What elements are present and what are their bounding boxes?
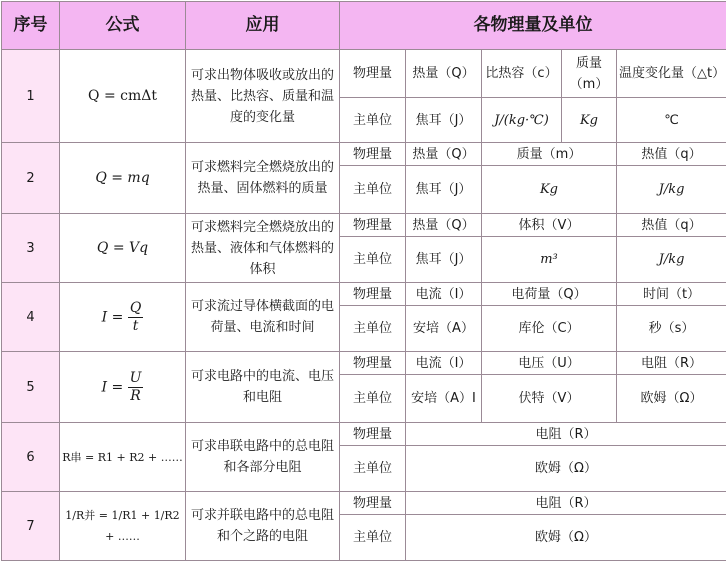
unit-cell: J/kg [617, 237, 726, 283]
unit-label: 主单位 [340, 375, 406, 423]
row-number: 5 [2, 352, 60, 423]
application-text: 可求燃料完全燃烧放出的热量、固体燃料的质量 [186, 143, 340, 214]
quantity-label: 物理量 [340, 143, 406, 166]
quantity-cell: 质量（m） [562, 50, 617, 98]
quantity-cell: 电荷量（Q） [482, 283, 617, 306]
table-row [2, 352, 726, 375]
table-row [2, 492, 726, 515]
unit-cell: Kg [562, 98, 617, 143]
application-text: 可求电路中的电流、电压和电阻 [186, 352, 340, 423]
table-row [2, 50, 726, 98]
quantity-cell: 电阻（R） [406, 423, 726, 446]
unit-cell: 欧姆（Ω） [406, 446, 726, 492]
quantity-label: 物理量 [340, 283, 406, 306]
quantity-cell: 热量（Q） [406, 143, 482, 166]
header-num: 序号 [2, 2, 60, 50]
fraction [128, 300, 143, 335]
application-text: 可求出物体吸收或放出的热量、比热容、质量和温度的变化量 [186, 50, 340, 143]
unit-cell: 安培（A）I [406, 375, 482, 423]
unit-cell: 库伦（C） [482, 306, 617, 352]
unit-cell: 欧姆（Ω） [406, 515, 726, 561]
quantity-label: 物理量 [340, 50, 406, 98]
formula-lhs: I = [102, 309, 124, 325]
formula-fuel-volume: Q = Vq [60, 214, 186, 283]
application-text: 可求流过导体横截面的电荷量、电流和时间 [186, 283, 340, 352]
quantity-cell: 电压（U） [482, 352, 617, 375]
unit-label: 主单位 [340, 166, 406, 214]
row-number: 2 [2, 143, 60, 214]
unit-cell: 焦耳（J） [406, 237, 482, 283]
unit-label: 主单位 [340, 98, 406, 143]
fraction [128, 370, 144, 405]
quantity-cell: 体积（V） [482, 214, 617, 237]
table-row [2, 283, 726, 306]
table-row [2, 214, 726, 237]
header-quantities: 各物理量及单位 [340, 2, 726, 50]
unit-cell: ℃ [617, 98, 726, 143]
unit-cell: 伏特（V） [482, 375, 617, 423]
formula-parallel-resistance: 1/R并 = 1/R1 + 1/R2 + …… [60, 492, 186, 561]
fraction-numerator: U [128, 370, 144, 388]
quantity-cell: 电流（I） [406, 352, 482, 375]
fraction-denominator: R [128, 388, 144, 405]
unit-cell: 安培（A） [406, 306, 482, 352]
formula-heat: Q = cmΔt [60, 50, 186, 143]
unit-label: 主单位 [340, 446, 406, 492]
row-number: 6 [2, 423, 60, 492]
physics-formula-table [1, 1, 726, 561]
unit-cell: 欧姆（Ω） [617, 375, 726, 423]
unit-label: 主单位 [340, 515, 406, 561]
quantity-cell: 热量（Q） [406, 50, 482, 98]
unit-cell: J/kg [617, 166, 726, 214]
unit-label: 主单位 [340, 237, 406, 283]
unit-cell: m³ [482, 237, 617, 283]
fraction-numerator: Q [128, 300, 143, 318]
header-formula: 公式 [60, 2, 186, 50]
application-text: 可求串联电路中的总电阻和各部分电阻 [186, 423, 340, 492]
quantity-cell: 热量（Q） [406, 214, 482, 237]
unit-cell: Kg [482, 166, 617, 214]
quantity-cell: 时间（t） [617, 283, 726, 306]
header-row [2, 2, 726, 50]
unit-cell: J/(kg·℃) [482, 98, 562, 143]
application-text: 可求燃料完全燃烧放出的热量、液体和气体燃料的体积 [186, 214, 340, 283]
quantity-cell: 电流（I） [406, 283, 482, 306]
quantity-cell: 温度变化量（△t） [617, 50, 726, 98]
quantity-cell: 质量（m） [482, 143, 617, 166]
application-text: 可求并联电路中的总电阻和个之路的电阻 [186, 492, 340, 561]
quantity-cell: 电阻（R） [406, 492, 726, 515]
row-number: 3 [2, 214, 60, 283]
formula-current-charge [60, 283, 186, 352]
unit-cell: 焦耳（J） [406, 166, 482, 214]
unit-cell: 秒（s） [617, 306, 726, 352]
unit-cell: 焦耳（J） [406, 98, 482, 143]
quantity-cell: 比热容（c） [482, 50, 562, 98]
quantity-label: 物理量 [340, 214, 406, 237]
row-number: 4 [2, 283, 60, 352]
quantity-label: 物理量 [340, 492, 406, 515]
row-number: 1 [2, 50, 60, 143]
formula-series-resistance: R串 = R1 + R2 + …… [60, 423, 186, 492]
table-row [2, 143, 726, 166]
fraction-denominator: t [128, 318, 143, 335]
unit-label: 主单位 [340, 306, 406, 352]
table-row [2, 423, 726, 446]
quantity-label: 物理量 [340, 352, 406, 375]
formula-ohms-law [60, 352, 186, 423]
quantity-label: 物理量 [340, 423, 406, 446]
formula-fuel-mass: Q = mq [60, 143, 186, 214]
formula-lhs: I = [102, 379, 124, 395]
row-number: 7 [2, 492, 60, 561]
quantity-cell: 电阻（R） [617, 352, 726, 375]
quantity-cell: 热值（q） [617, 214, 726, 237]
header-application: 应用 [186, 2, 340, 50]
quantity-cell: 热值（q） [617, 143, 726, 166]
